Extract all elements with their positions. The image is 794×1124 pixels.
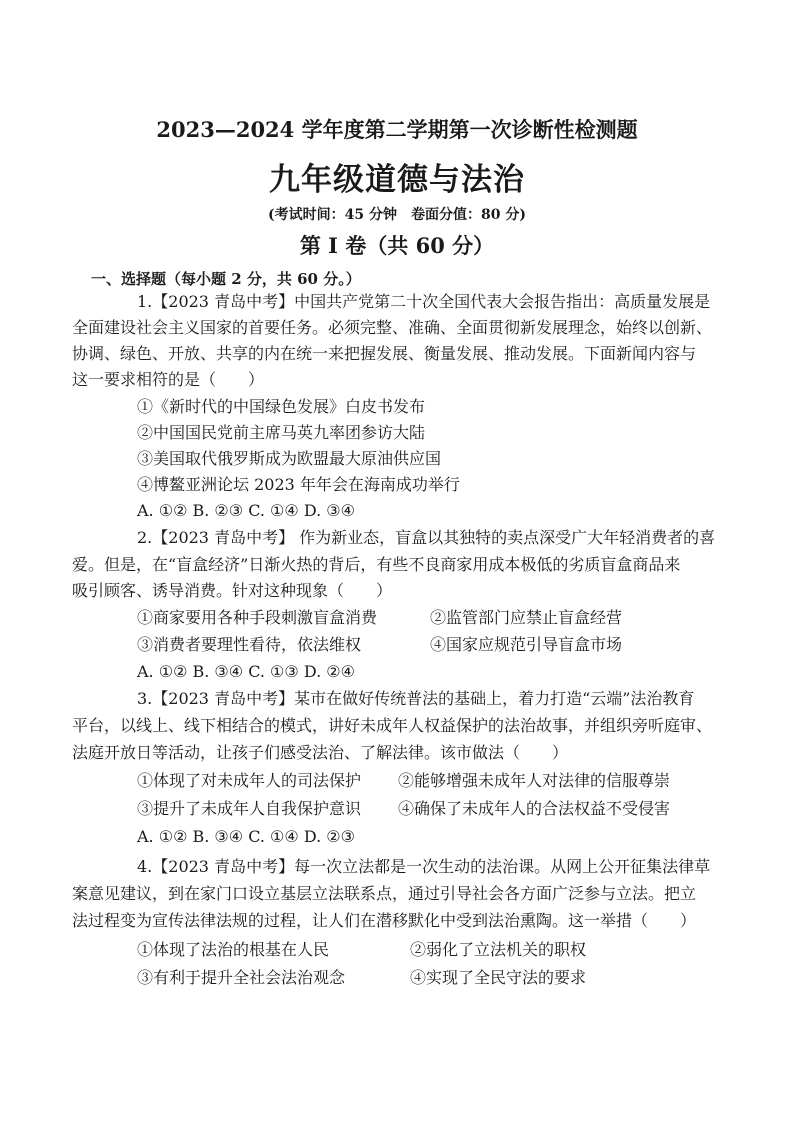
q4-option-item: ④实现了全民守法的要求 <box>410 968 587 987</box>
q1-stem-line: 协调、绿色、开放、共享的内在统一来把握发展、衡量发展、推动发展。下面新闻内容与 <box>72 344 697 363</box>
q4-option-item: ③有利于提升全社会法治观念 <box>137 968 346 987</box>
q2-stem-line: 吸引顾客、诱导消费。针对这种现象（ ） <box>72 581 393 600</box>
q2-option-item: ②监管部门应禁止盲盒经营 <box>430 608 623 627</box>
q3-stem-line: 3.【2023 青岛中考】某市在做好传统普法的基础上，着力打造“云端”法治教育 <box>137 689 695 708</box>
exam-title: 2023—2024 学年度第二学期第一次诊断性检测题 <box>156 117 638 142</box>
q1-option-item: ③美国取代俄罗斯成为欧盟最大原油供应国 <box>137 449 442 468</box>
exam-info: (考试时间：45 分钟 卷面分值：80 分) <box>268 207 526 223</box>
q3-stem-line: 平台，以线上、线下相结合的模式，讲好未成年人权益保护的法治故事，并组织旁听庭审、 <box>72 716 713 735</box>
q4-stem-line: 法过程变为宣传法律法规的过程，让人们在潜移默化中受到法治熏陶。这一举措（ ） <box>72 911 697 930</box>
q3-option-item: ①体现了对未成年人的司法保护 <box>137 771 362 790</box>
q4-stem-line: 4.【2023 青岛中考】每一次立法都是一次生动的法治课。从网上公开征集法律草 <box>137 857 711 876</box>
q1-stem-line: 这一要求相符的是（ ） <box>72 370 265 389</box>
q1-option-item: ④博鳌亚洲论坛 2023 年年会在海南成功举行 <box>137 475 460 494</box>
q1-stem-line: 全面建设社会主义国家的首要任务。必须完整、准确、全面贯彻新发展理念，始终以创新、 <box>72 318 713 337</box>
q2-option-item: ④国家应规范引导盲盒市场 <box>430 635 623 654</box>
q2-option-item: ①商家要用各种手段刺激盲盒消费 <box>137 608 378 627</box>
q1-stem-line: 1.【2023 青岛中考】中国共产党第二十次全国代表大会报告指出：高质量发展是 <box>137 292 711 311</box>
q3-option-item: ④确保了未成年人的合法权益不受侵害 <box>398 799 671 818</box>
q2-stem-line: 爱。但是，在“盲盒经济”日渐火热的背后，有些不良商家用成本极低的劣质盲盒商品来 <box>72 555 681 574</box>
q3-option-item: ③提升了未成年人自我保护意识 <box>137 799 362 818</box>
volume-title: 第 I 卷（共 60 分） <box>299 233 495 258</box>
q4-stem-line: 案意见建议，到在家门口设立基层立法联系点，通过引导社会各方面广泛参与立法。把立 <box>72 884 697 903</box>
subject-title: 九年级道德与法治 <box>269 162 525 198</box>
q2-answer-choices: A. ①② B. ③④ C. ①③ D. ②④ <box>137 662 355 681</box>
q1-option-item: ①《新时代的中国绿色发展》白皮书发布 <box>137 397 426 416</box>
q4-option-item: ②弱化了立法机关的职权 <box>410 940 587 959</box>
q3-stem-line: 法庭开放日等活动，让孩子们感受法治、了解法律。该市做法（ ） <box>72 743 569 762</box>
q4-option-item: ①体现了法治的根基在人民 <box>137 940 330 959</box>
q3-answer-choices: A. ①② B. ③④ C. ①④ D. ②③ <box>137 827 355 846</box>
q2-option-item: ③消费者要理性看待，依法维权 <box>137 635 362 654</box>
q1-answer-choices: A. ①② B. ②③ C. ①④ D. ③④ <box>137 501 355 520</box>
q2-stem-line: 2.【2023 青岛中考】 作为新业态，盲盒以其独特的卖点深受广大年轻消费者的喜 <box>137 528 716 547</box>
part-title: 一、选择题（每小题 2 分，共 60 分。） <box>91 270 361 288</box>
q1-option-item: ②中国国民党前主席马英九率团参访大陆 <box>137 423 426 442</box>
q3-option-item: ②能够增强未成年人对法律的信服尊崇 <box>398 771 671 790</box>
